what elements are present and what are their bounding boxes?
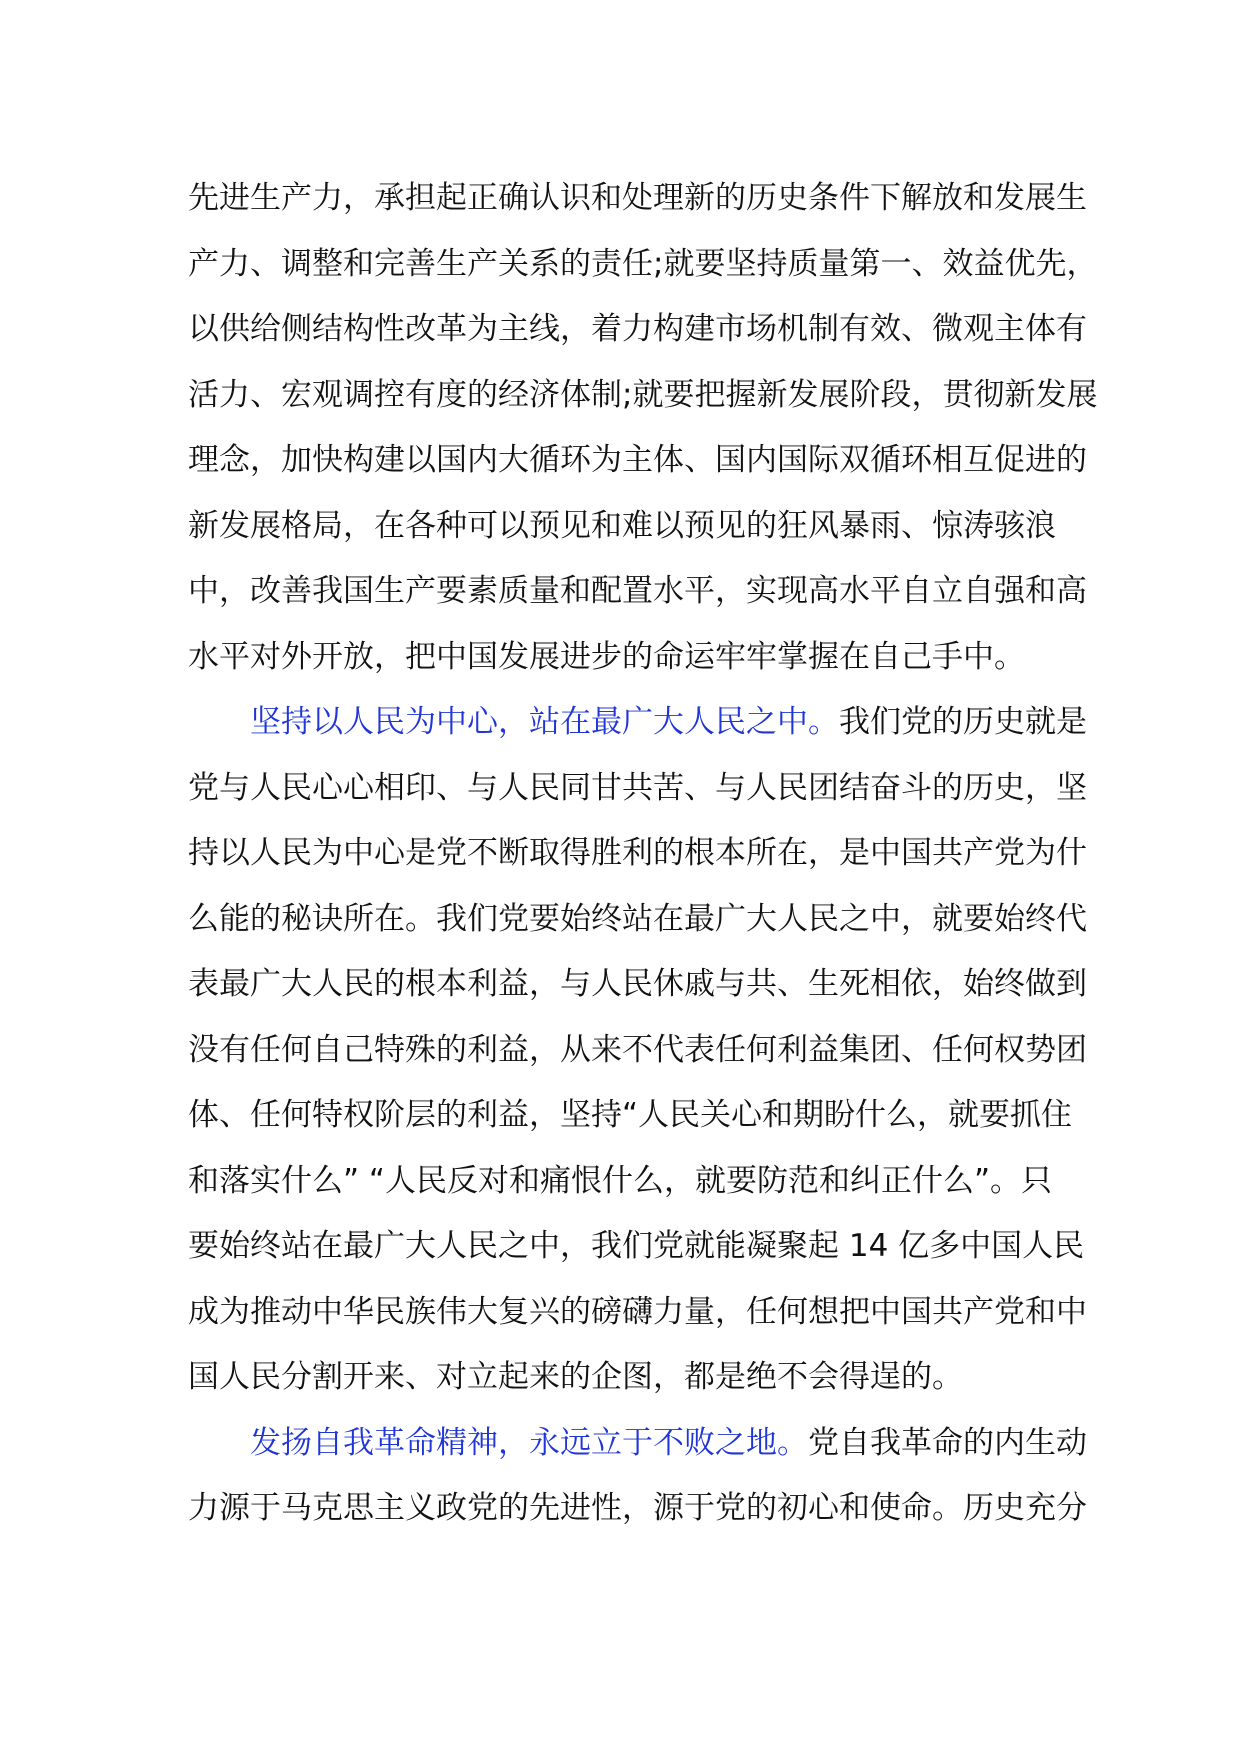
text-line: 和落实什么” “人民反对和痛恨什么，就要防范和纠正什么”。只 xyxy=(188,1162,1053,1199)
paragraph-1 xyxy=(188,166,1098,690)
paragraph-heading: 坚持以人民为中心，站在最广大人民之中。 xyxy=(250,704,839,740)
paragraph-2 xyxy=(188,690,1087,1411)
text-line: 活力、宏观调控有度的经济体制;就要把握新发展阶段，贯彻新发展 xyxy=(188,376,1098,413)
text-run: 我们党的历史就是 xyxy=(839,704,1087,740)
paragraph-3 xyxy=(188,1411,1087,1542)
text-line: 么能的秘诀所在。我们党要始终站在最广大人民之中，就要始终代 xyxy=(188,900,1087,937)
text-line: 成为推动中华民族伟大复兴的磅礴力量，任何想把中国共产党和中 xyxy=(188,1293,1087,1330)
text-line: 理念，加快构建以国内大循环为主体、国内国际双循环相互促进的 xyxy=(188,442,1087,478)
document-body xyxy=(188,166,1098,1542)
text-line: 持以人民为中心是党不断取得胜利的根本所在，是中国共产党为什 xyxy=(188,835,1087,871)
text-line: 要始终站在最广大人民之中，我们党就能凝聚起 14 亿多中国人民 xyxy=(188,1228,1085,1264)
text-line: 产力、调整和完善生产关系的责任;就要坚持质量第一、效益优先， xyxy=(188,245,1098,282)
text-line: 以供给侧结构性改革为主线，着力构建市场机制有效、微观主体有 xyxy=(188,311,1087,347)
text-line: 先进生产力，承担起正确认识和处理新的历史条件下解放和发展生 xyxy=(188,180,1087,216)
text-line: 体、任何特权阶层的利益，坚持“人民关心和期盼什么，就要抓住 xyxy=(188,1097,1073,1133)
text-line: 新发展格局，在各种可以预见和难以预见的狂风暴雨、惊涛骇浪 xyxy=(188,507,1056,544)
text-line: 表最广大人民的根本利益，与人民休戚与共、生死相依，始终做到 xyxy=(188,966,1087,1002)
text-run: 党自我革命的内生动 xyxy=(808,1424,1087,1461)
text-line: 党与人民心心相印、与人民同甘共苦、与人民团结奋斗的历史，坚 xyxy=(188,769,1087,806)
text-line: 水平对外开放，把中国发展进步的命运牢牢掌握在自己手中。 xyxy=(188,638,1025,675)
paragraph-first-line xyxy=(188,690,1087,756)
text-line: 国人民分割开来、对立起来的企图，都是绝不会得逞的。 xyxy=(188,1359,963,1395)
text-line: 力源于马克思主义政党的先进性，源于党的初心和使命。历史充分 xyxy=(188,1490,1087,1526)
text-line: 没有任何自己特殊的利益，从来不代表任何利益集团、任何权势团 xyxy=(188,1031,1087,1068)
paragraph-first-line xyxy=(188,1411,1087,1477)
text-line: 中，改善我国生产要素质量和配置水平，实现高水平自立自强和高 xyxy=(188,573,1087,609)
paragraph-heading: 发扬自我革命精神，永远立于不败之地。 xyxy=(250,1424,808,1461)
